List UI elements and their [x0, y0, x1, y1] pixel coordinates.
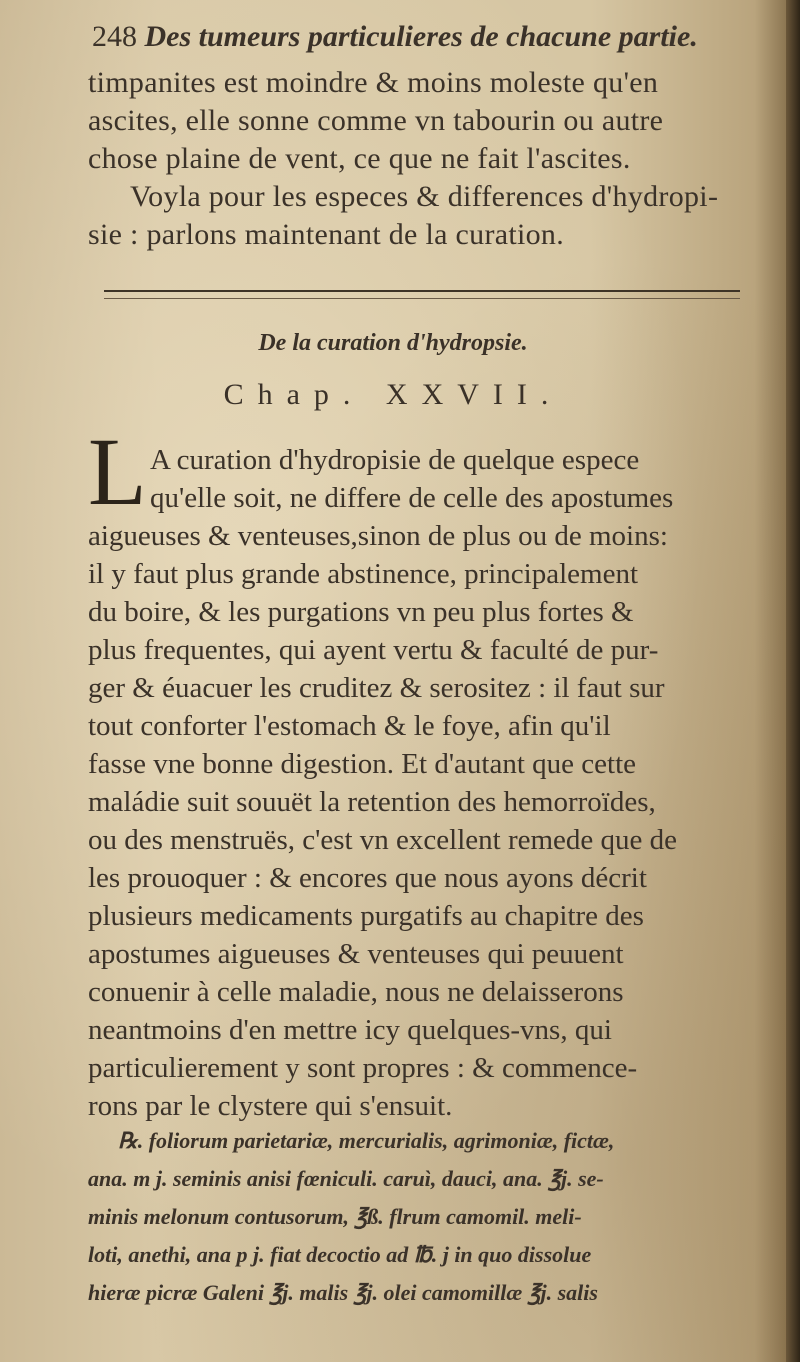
body-line: particulierement y sont propres : & commence- [88, 1052, 638, 1084]
body-line: tout conforter l'estomach & le foye, afin qu'il [88, 710, 611, 742]
recipe-line: loti, anethi, ana p j. fiat decoctio ad ℔. j in quo dissolue [88, 1242, 592, 1267]
recipe-line: minis melonum contusorum, ℥ß. flrum camomil. meli- [88, 1204, 582, 1229]
body-line: A curation d'hydropisie de quelque espece [150, 444, 640, 476]
drop-capital: L [88, 418, 147, 525]
top-paragraph-line: sie : parlons maintenant de la curation. [88, 218, 565, 251]
running-header [92, 20, 698, 54]
chapter-heading: Chap. XXVII. [223, 378, 563, 411]
top-paragraph-line: timpanites est moindre & moins moleste qu'en [88, 66, 659, 99]
body-line: les prouoquer : & encores que nous ayons décrit [88, 862, 647, 894]
top-paragraph-line: chose plaine de vent, ce que ne fait l'ascites. [88, 142, 631, 175]
recipe-line: ana. m j. seminis anisi fœniculi. caruì, dauci, ana. ℥j. se- [88, 1166, 604, 1191]
body-line: maládie suit souuët la retention des hemorroïdes, [88, 786, 656, 818]
binding-gutter [786, 0, 800, 1362]
body-line: apostumes aigueuses & venteuses qui peuuent [88, 938, 624, 970]
section-rule-thin [104, 298, 740, 299]
body-line: aigueuses & venteuses,sinon de plus ou de moins: [88, 520, 668, 552]
body-line: qu'elle soit, ne differe de celle des apostumes [150, 482, 674, 514]
section-subtitle: De la curation d'hydropsie. [258, 330, 528, 356]
body-line: du boire, & les purgations vn peu plus fortes & [88, 596, 634, 628]
section-rule [104, 290, 740, 292]
body-line: il y faut plus grande abstinence, principalement [88, 558, 639, 590]
top-paragraph-line: Voyla pour les especes & differences d'hydropi- [130, 180, 719, 213]
running-head-title: Des tumeurs particulieres de chacune partie. [144, 20, 698, 53]
body-line: fasse vne bonne digestion. Et d'autant que cette [88, 748, 636, 780]
body-line: plus frequentes, qui ayent vertu & faculté de pur- [88, 634, 659, 666]
top-paragraph-line: ascites, elle sonne comme vn tabourin ou autre [88, 104, 664, 137]
body-line: conuenir à celle maladie, nous ne delaisserons [88, 976, 624, 1008]
body-line: ger & éuacuer les cruditez & serositez : il faut sur [88, 672, 665, 704]
page-number: 248 [92, 20, 137, 53]
recipe-line: ℞. foliorum parietariæ, mercurialis, agrimoniæ, fictæ, [118, 1128, 615, 1153]
body-line: ou des menstruës, c'est vn excellent remede que de [88, 824, 678, 856]
body-line: rons par le clystere qui s'ensuit. [88, 1090, 453, 1122]
body-line: neantmoins d'en mettre icy quelques-vns, qui [88, 1014, 612, 1046]
recipe-line: hieræ picræ Galeni ℥j. malis ℥j. olei camomillæ ℥j. salis [88, 1280, 598, 1305]
body-line: plusieurs medicaments purgatifs au chapitre des [88, 900, 644, 932]
